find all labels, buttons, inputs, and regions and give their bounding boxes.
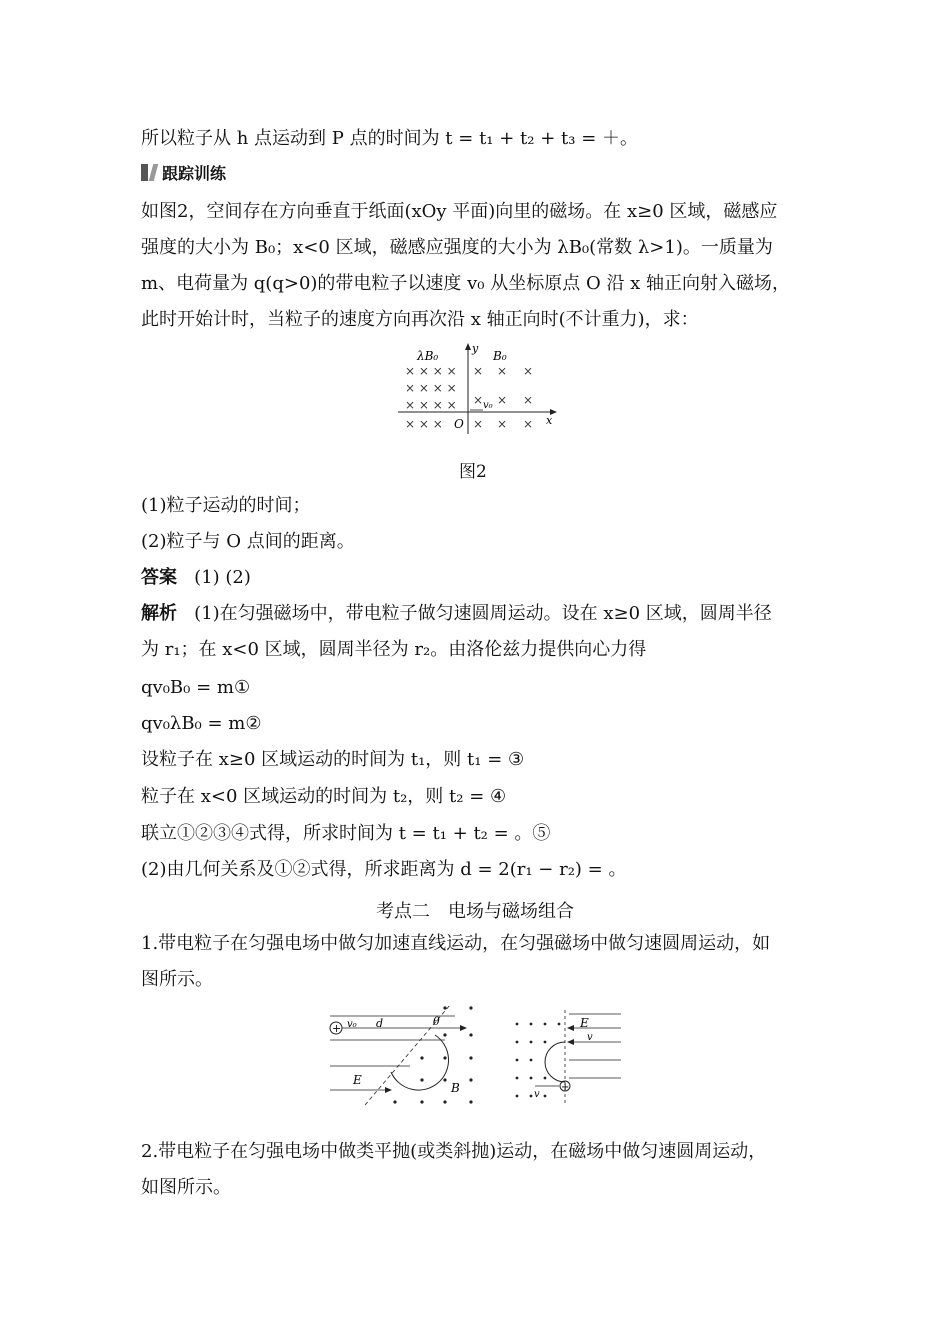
equation-4: 粒子在 x<0 区域运动的时间为 t₂，则 t₂ = ④	[141, 786, 507, 807]
svg-text:×: ×	[473, 393, 484, 407]
positive-charge-icon: +	[561, 1082, 570, 1093]
d-label: d	[376, 1017, 384, 1030]
svg-text:×: ×	[473, 364, 484, 378]
figure-3-diagram	[325, 1000, 625, 1108]
svg-text:×: ×	[523, 364, 534, 378]
svg-text:×: ×	[497, 393, 508, 407]
analysis-line: 为 r₁；在 x<0 区域，圆周半径为 r₂。由洛伦兹力提供向心力得	[141, 639, 647, 660]
analysis-line: (2)由几何关系及①②式得，所求距离为 d = 2(r₁ − r₂) = 。	[141, 859, 627, 880]
svg-text:×: ×	[497, 417, 508, 431]
equation-1: qv₀B₀ = m①	[141, 677, 251, 698]
v0-label: v₀	[347, 1019, 357, 1030]
section-marker-icon	[141, 164, 148, 181]
svg-text:× × × ×: × × × ×	[405, 398, 457, 412]
answer-text: (1) (2)	[194, 567, 251, 588]
equation-2: qv₀λB₀ = m②	[141, 713, 262, 734]
problem-line: 如图2，空间存在方向垂直于纸面(xOy 平面)向里的磁场。在 x≥0 区域，磁感应	[141, 201, 778, 222]
figure-2-diagram	[395, 342, 560, 437]
question-1: (1)粒子运动的时间；	[141, 495, 311, 516]
problem-line: 强度的大小为 B₀；x<0 区域，磁感应强度的大小为 λB₀(常数 λ>1)。一质量为	[141, 237, 773, 258]
positive-charge-icon: +	[332, 1022, 342, 1035]
svg-text:×: ×	[523, 417, 534, 431]
v-top-label: v	[587, 1032, 593, 1043]
point-2-line: 2.带电粒子在匀强电场中做类平抛(或类斜抛)运动，在磁场中做匀速圆周运动，	[141, 1141, 767, 1162]
point-1-line: 1.带电粒子在匀强电场中做匀加速直线运动，在匀强磁场中做匀速圆周运动，如	[141, 933, 771, 954]
section-header	[141, 160, 226, 184]
section-marker-icon	[149, 164, 159, 181]
b-label: B	[451, 1081, 460, 1095]
origin-label: O	[454, 417, 464, 431]
answer-label: 答案	[141, 567, 177, 588]
svg-text:× × × ×: × × × ×	[405, 381, 457, 395]
axis-x-label: x	[546, 414, 553, 427]
svg-text:×: ×	[523, 393, 534, 407]
svg-text:× × × ×: × × × ×	[405, 364, 457, 378]
section-title: 跟踪训练	[162, 163, 227, 183]
problem-line: 此时开始计时，当粒子的速度方向再次沿 x 轴正向时(不计重力)，求：	[141, 309, 699, 330]
e-left-label: E	[353, 1073, 362, 1087]
label-lambda-b0: λB₀	[417, 349, 439, 363]
svg-text:×: ×	[473, 417, 484, 431]
e-right-label: E	[580, 1016, 589, 1030]
axis-y-label: y	[472, 342, 479, 355]
svg-text:× × ×: × × ×	[405, 417, 443, 431]
equation-5: 联立①②③④式得，所求时间为 t = t₁ + t₂ = 。⑤	[141, 823, 551, 844]
point-1-line: 图所示。	[141, 969, 213, 990]
svg-text:×: ×	[497, 364, 508, 378]
question-2: (2)粒子与 O 点间的距离。	[141, 531, 355, 552]
figure-2-caption: 图2	[459, 462, 487, 482]
equation-3: 设粒子在 x≥0 区域运动的时间为 t₁，则 t₁ = ③	[141, 749, 525, 770]
analysis-label: 解析	[141, 603, 177, 624]
topic-title: 考点二 电场与磁场组合	[376, 901, 574, 922]
problem-line: m、电荷量为 q(q>0)的带电粒子以速度 v₀ 从坐标原点 O 沿 x 轴正向射入磁场，	[141, 273, 791, 294]
v-bottom-label: v	[534, 1089, 540, 1100]
analysis-line	[141, 602, 772, 626]
text-line-top: 所以粒子从 h 点运动到 P 点的时间为 t = t₁ + t₂ + t₃ = ＋。	[141, 128, 638, 149]
label-b0: B₀	[493, 349, 507, 363]
point-2-line: 如图所示。	[141, 1177, 231, 1198]
theta-label: θ	[433, 1015, 440, 1028]
velocity-label: v₀	[483, 400, 493, 411]
analysis-text: (1)在匀强磁场中，带电粒子做匀速圆周运动。设在 x≥0 区域，圆周半径	[194, 603, 772, 624]
answer-line	[141, 566, 251, 590]
